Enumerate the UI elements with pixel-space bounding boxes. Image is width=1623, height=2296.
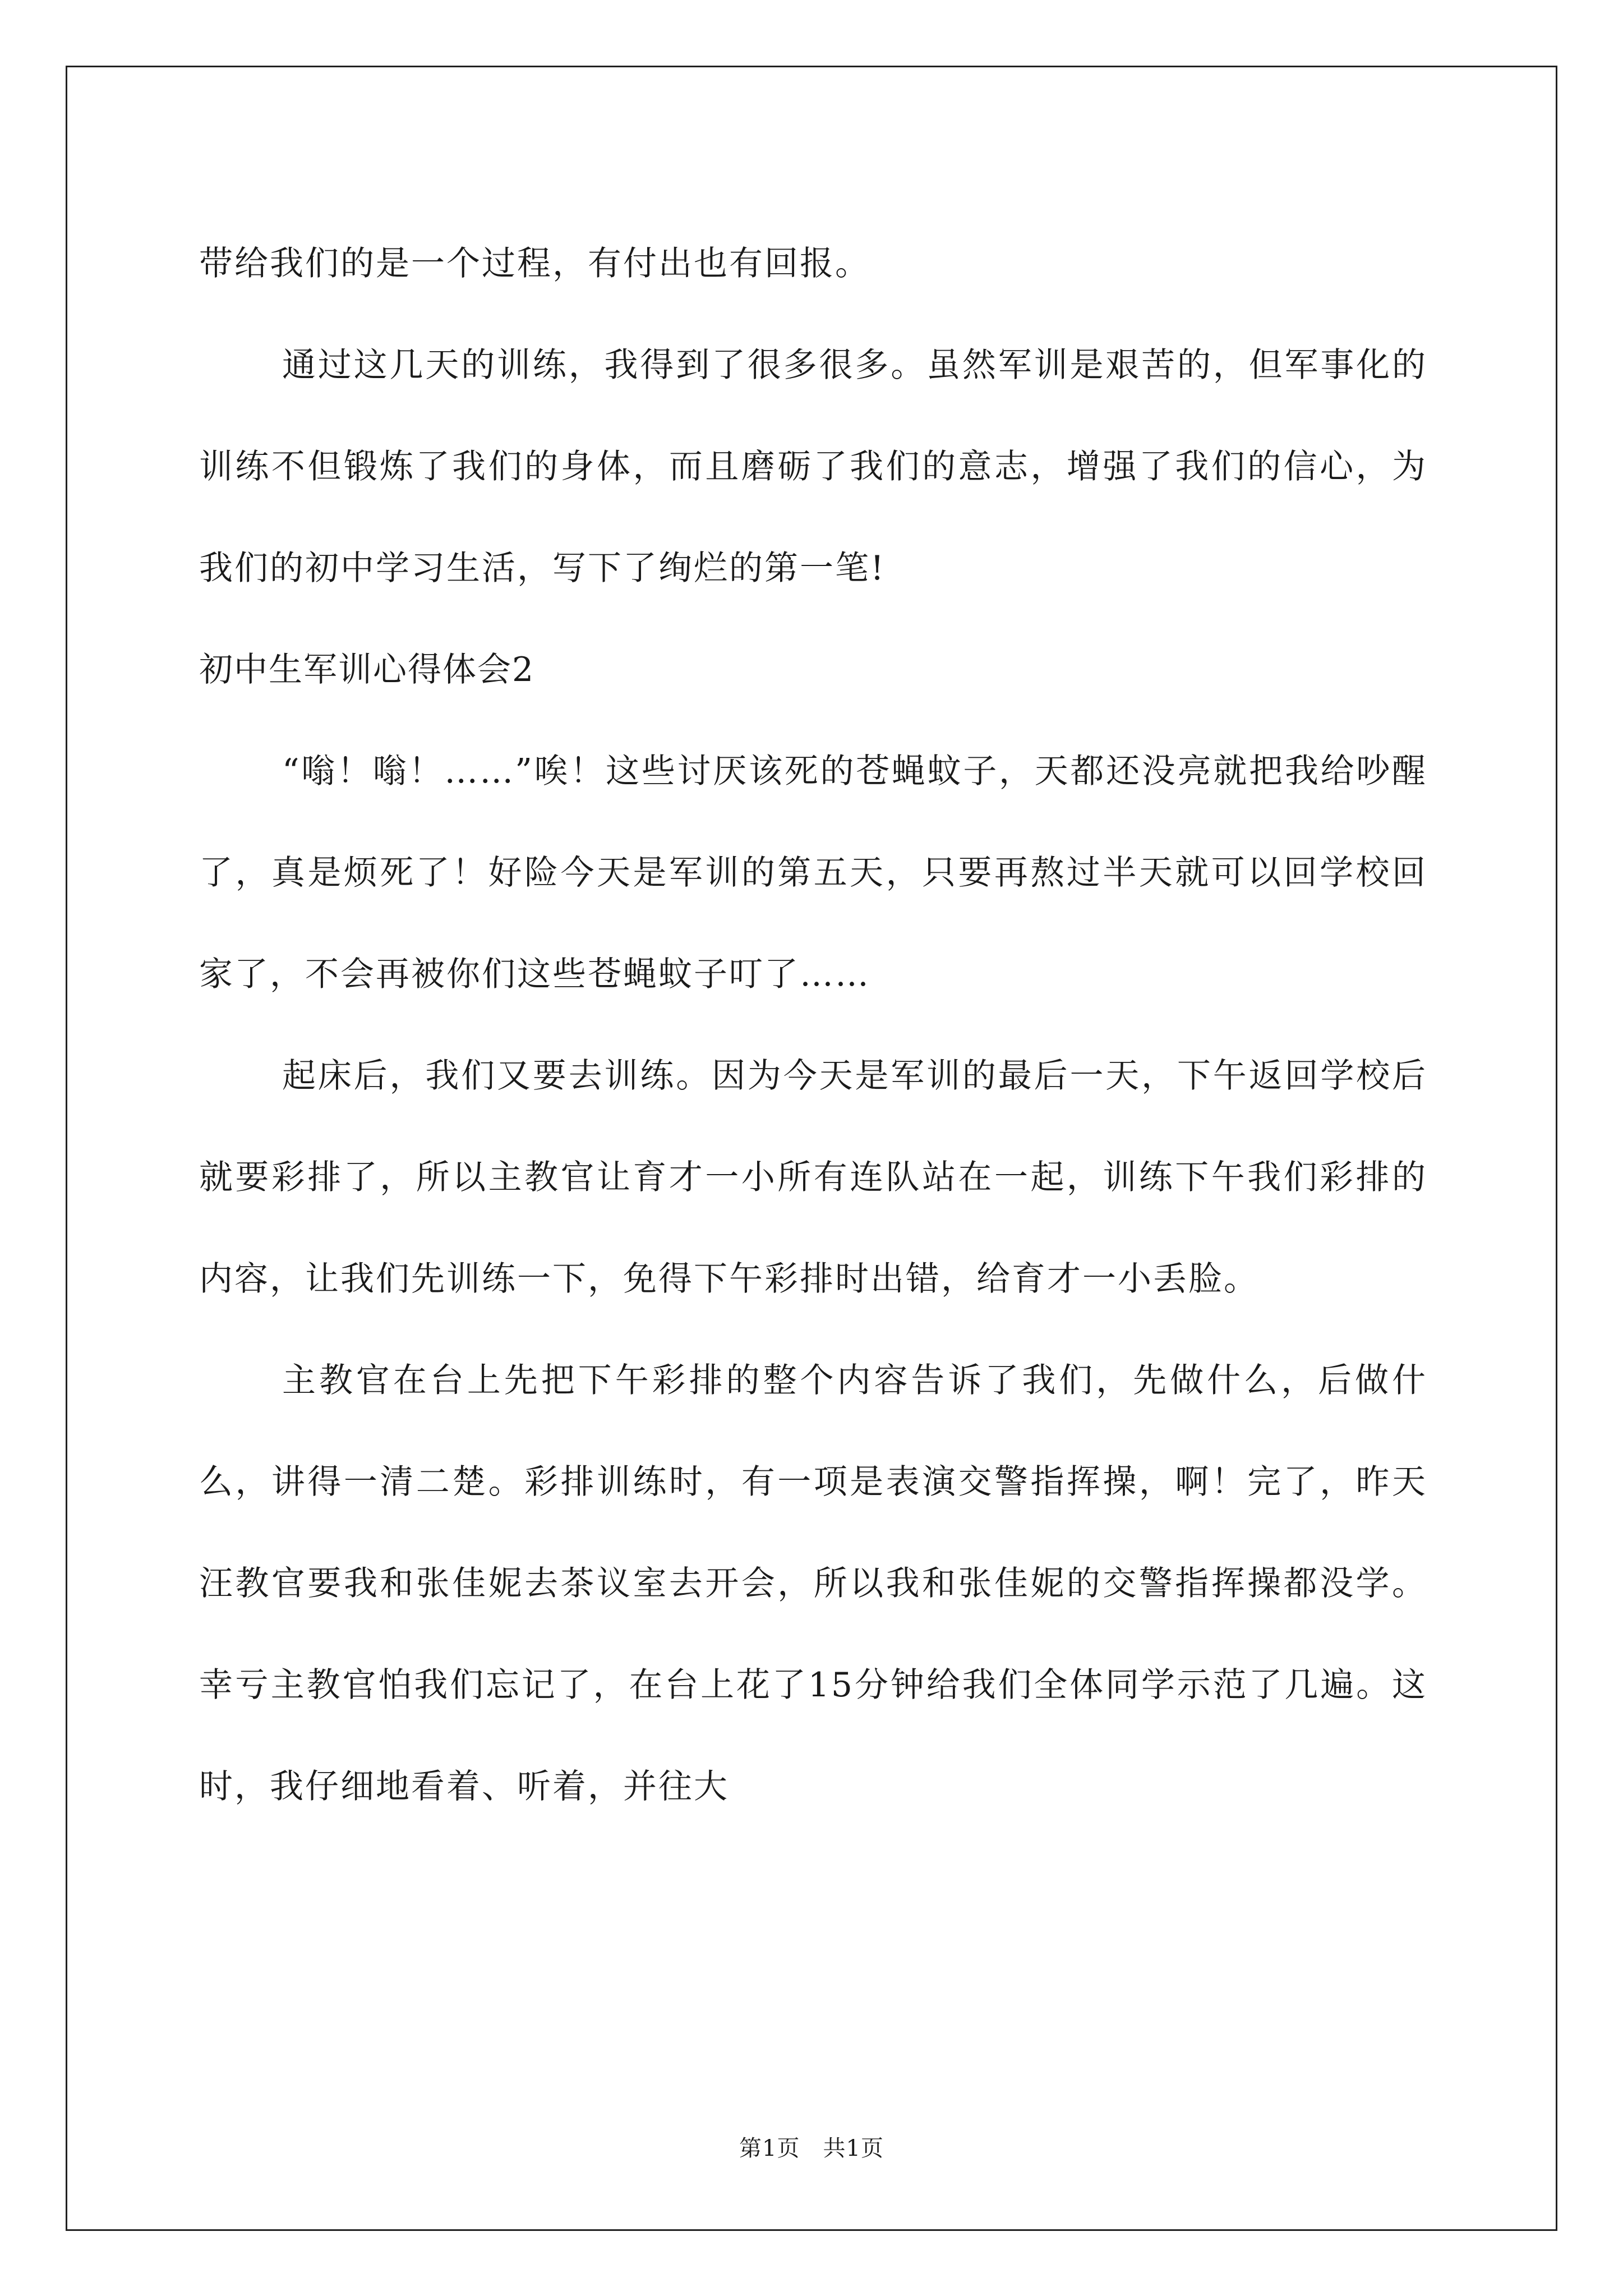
section-heading: 初中生军训心得体会2: [199, 650, 535, 689]
paragraph-4: 起床后，我们又要去训练。因为今天是军训的最后一天，下午返回学校后就要彩排了，所以主教官让育才一小所有连队站在一起，训练下午我们彩排的内容，让我们先训练一下，免得下午彩排时出错，给育才一小丢脸。: [199, 1056, 1427, 1299]
paragraph-2: 通过这几天的训练，我得到了很多很多。虽然军训是艰苦的，但军事化的训练不但锻炼了我们的身体，而且磨砺了我们的意志，增强了我们的信心，为我们的初中学习生活，写下了绚烂的第一笔!: [199, 346, 1427, 588]
paragraph-3: “嗡！嗡！……”唉！这些讨厌该死的苍蝇蚊子，天都还没亮就把我给吵醒了，真是烦死了！好险今天是军训的第五天，只要再熬过半天就可以回学校回家了，不会再被你们这些苍蝇蚊子叮了……: [199, 752, 1427, 994]
page-footer: 第1页 共1页: [739, 2136, 884, 2161]
document-body: [199, 213, 1427, 1838]
paragraph-1: 带给我们的是一个过程，有付出也有回报。: [199, 244, 870, 283]
paragraph-5: 主教官在台上先把下午彩排的整个内容告诉了我们，先做什么，后做什么，讲得一清二楚。彩排训练时，有一项是表演交警指挥操，啊！完了，昨天汪教官要我和张佳妮去茶议室去开会，所以我和张佳妮的交警指挥操都没学。幸亏主教官怕我们忘记了，在台上花了15分钟给我们全体同学示范了几遍。这时，我仔细地看着、听着，并往大: [199, 1361, 1427, 1806]
